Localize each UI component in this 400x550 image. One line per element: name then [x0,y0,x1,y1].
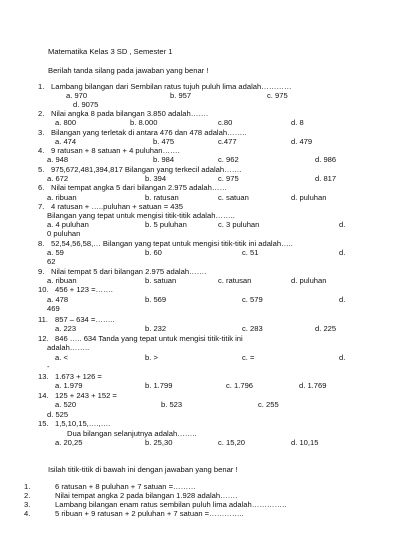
option-d: d. puluhan [291,276,327,285]
option-d: d. 10,15 [291,438,319,447]
page-title: Matematika Kelas 3 SD , Semester 1 [48,47,173,56]
option-c: c. 15,20 [218,438,246,447]
option-c: c. 962 [218,155,239,164]
section2-instruction: Isilah titik-titik di bawah ini dengan jawaban yang benar ! [48,465,238,474]
option-d: d. [339,353,346,362]
question-text-line2: Dua bilangan selanjutnya adalah…….. [67,429,197,438]
option-d: d. 986 [315,155,337,164]
option-d-wrap: - [47,362,50,371]
option-b: b. 394 [145,174,167,183]
question-number: 4. [38,146,45,155]
question-text: Nilai tempat angka 5 dari bilangan 2.975 adalah…… [51,183,228,192]
option-a: a. 672 [47,174,69,183]
option-d: d. 817 [315,174,337,183]
fill-item-number: 4. [24,509,31,518]
option-a: a. 223 [55,324,77,333]
question-number: 9. [38,267,45,276]
question-number: 15. [38,419,49,428]
option-d: d. 225 [315,324,337,333]
option-b: b. 1.799 [145,381,173,390]
fill-item-number: 1. [24,482,31,491]
question-number: 14. [38,391,49,400]
option-c: c. 255 [258,400,279,409]
fill-item-text: 6 ratusan + 8 puluhan + 7 satuan =……… [55,482,196,491]
option-d: d. 1.769 [299,381,327,390]
option-c: c. 283 [242,324,263,333]
option-d: d. puluhan [291,193,327,202]
option-b: b. satuan [145,276,177,285]
option-b: b. 232 [145,324,167,333]
question-text-line2: Bilangan yang tepat untuk mengisi titik-titik adalah…….. [47,211,235,220]
option-d-wrap: 0 puluhan [47,229,81,238]
question-text: 125 + 243 + 152 = [55,391,117,400]
fill-item-text: Nilai tempat angka 2 pada bilangan 1.928 adalah……. [55,491,238,500]
option-a: a. 474 [55,137,77,146]
option-c: c. 3 puluhan [218,220,260,229]
option-b: b. 475 [153,137,175,146]
fill-item-number: 2. [24,491,31,500]
option-b: b. 984 [153,155,175,164]
question-number: 3. [38,128,45,137]
option-b: b. > [145,353,158,362]
option-d: d. [339,248,346,257]
option-c: c. 975 [218,174,239,183]
option-c: c. 51 [242,248,259,257]
option-a: a. 478 [47,295,69,304]
option-a: a. ribuan [47,193,77,202]
question-text: 9 ratusan + 8 satuan + 4 puluhan……. [51,146,180,155]
question-number: 8. [38,239,45,248]
question-number: 12. [38,334,49,343]
option-b: b. 569 [145,295,167,304]
question-text: Bilangan yang terletak di antara 476 dan 478 adalah…….. [51,128,247,137]
question-text: Lambang bilangan dari Sembilan ratus tujuh puluh lima adalah………… [51,82,292,91]
option-b: b. 5 puluhan [145,220,187,229]
fill-item-text: 5 ribuan + 9 ratusan + 2 puluhan + 7 satuan =………….. [55,509,244,518]
option-a: a. ribuan [47,276,77,285]
option-c: c. = [242,353,255,362]
instruction-text: Berilah tanda silang pada jawaban yang benar ! [48,66,209,75]
option-a: a. 1.979 [55,381,83,390]
option-d: d. 9075 [73,100,99,109]
option-a: a. 20,25 [55,438,83,447]
question-text: 846 ….. 634 Tanda yang tepat untuk mengisi titik-titik ini [55,334,243,343]
option-d: d. [339,220,346,229]
option-a: a. 948 [47,155,69,164]
question-text: 1.673 + 126 = [55,372,102,381]
question-text: 857 – 634 =…….. [55,315,115,324]
option-b: b. 60 [145,248,162,257]
fill-item-text: Lambang bilangan enam ratus sembilan puluh lima adalah………….. [55,500,287,509]
option-c: c. 1.796 [226,381,254,390]
option-b: b. 8.000 [130,118,158,127]
option-c: c.80 [218,118,233,127]
option-c: c. 975 [267,91,288,100]
option-d-wrap: 62 [47,257,56,266]
option-b: b. 25,30 [145,438,173,447]
question-text: Nilai tempat 5 dari bilangan 2.975 adalah……. [51,267,207,276]
question-number: 10. [38,285,49,294]
option-c: c. 579 [242,295,263,304]
option-d: d. 479 [291,137,313,146]
option-a: a. 4 puluhan [47,220,89,229]
question-text: 4 ratusan + …..puluhan + satuan = 435 [51,202,183,211]
question-number: 13. [38,372,49,381]
option-c: c. ratusan [218,276,252,285]
option-a: a. < [55,353,68,362]
option-d-wrap: 469 [47,304,60,313]
option-d: d. [339,295,346,304]
question-number: 11. [38,315,48,324]
option-a: a. 970 [66,91,88,100]
question-number: 1. [38,82,45,91]
option-c: c.477 [218,137,237,146]
question-number: 2. [38,109,45,118]
option-d: d. 8 [291,118,304,127]
question-text-line2: adalah…….. [47,343,90,352]
option-b: b. ratusan [145,193,179,202]
question-text: 1,5,10,15,….,…. [55,419,111,428]
option-a: a. 520 [55,400,77,409]
question-text: 456 + 123 =……. [55,285,113,294]
question-number: 5. [38,165,45,174]
question-text: Nilai angka 8 pada bilangan 3.850 adalah……. [51,109,209,118]
fill-item-number: 3. [24,500,31,509]
question-text: 975,672,481,394,817 Bilangan yang terkecil adalah……. [51,165,242,174]
option-a: a. 59 [47,248,64,257]
option-b: b. 957 [170,91,192,100]
option-d: d. 525 [47,410,69,419]
question-number: 7. [38,202,45,211]
question-text: 52,54,56,58,… Bilangan yang tepat untuk mengisi titik-titik ini adalah….. [51,239,293,248]
option-a: a. 800 [55,118,77,127]
question-number: 6. [38,183,45,192]
option-c: c. satuan [218,193,249,202]
option-b: b. 523 [161,400,183,409]
